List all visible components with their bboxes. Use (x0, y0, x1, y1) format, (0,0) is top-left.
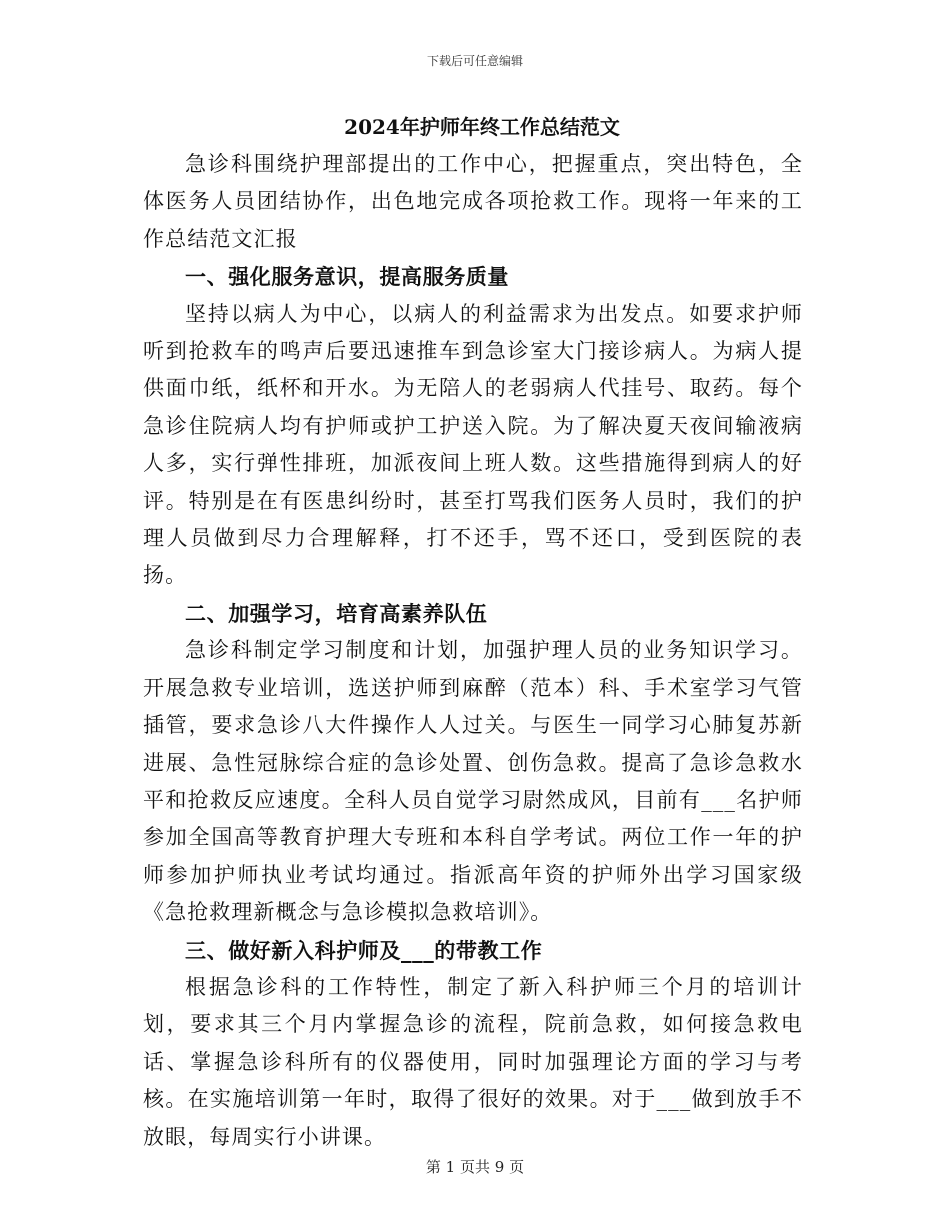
intro-paragraph: 急诊科围绕护理部提出的工作中心，把握重点，突出特色，全体医务人员团结协作，出色地完成各项抢救工作。现将一年来的工作总结范文汇报 (143, 152, 803, 251)
section-paragraph-1: 坚持以病人为中心，以病人的利益需求为出发点。如要求护师听到抢救车的鸣声后要迅速推车到急诊室大门接诊病人。为病人提供面巾纸，纸杯和开水。为无陪人的老弱病人代挂号、取药。每个急诊住院病人均有护师或护工护送入院。为了解决夏天夜间输液病人多，实行弹性排班，加派夜间上班人数。这些措施得到病人的好评。特别是在有医患纠纷时，甚至打骂我们医务人员时，我们的护理人员做到尽力合理解释，打不还手，骂不还口，受到医院的表扬。 (143, 301, 803, 588)
document-title: 2024年护师年终工作总结范文 (344, 115, 620, 139)
section-heading-3: 三、做好新入科护师及___的带教工作 (185, 937, 543, 963)
section-paragraph-3: 根据急诊科的工作特性，制定了新入科护师三个月的培训计划，要求其三个月内掌握急诊的流程，院前急救，如何接急救电话、掌握急诊科所有的仪器使用，同时加强理论方面的学习与考核。在实施培训第一年时，取得了很好的效果。对于___做到放手不放眼，每周实行小讲课。 (143, 974, 803, 1149)
section-heading-2: 二、加强学习，培育高素养队伍 (185, 600, 488, 626)
page-number-footer: 第 1 页共 9 页 (425, 1158, 525, 1176)
section-heading-1: 一、强化服务意识，提高服务质量 (185, 264, 509, 290)
section-paragraph-2: 急诊科制定学习制度和计划，加强护理人员的业务知识学习。开展急救专业培训，选送护师到麻醉（范本）科、手术室学习气管插管，要求急诊八大件操作人人过关。与医生一同学习心肺复苏新进展、急性冠脉综合症的急诊处置、创伤急救。提高了急诊急救水平和抢救反应速度。全科人员自觉学习尉然成风，目前有___名护师参加全国高等教育护理大专班和本科自学考试。两位工作一年的护师参加护师执业考试均通过。指派高年资的护师外出学习国家级《急抢救理新概念与急诊模拟急救培训》。 (143, 638, 803, 925)
document-body (143, 112, 803, 1156)
page-header-note: 下载后可任意编辑 (426, 54, 523, 68)
